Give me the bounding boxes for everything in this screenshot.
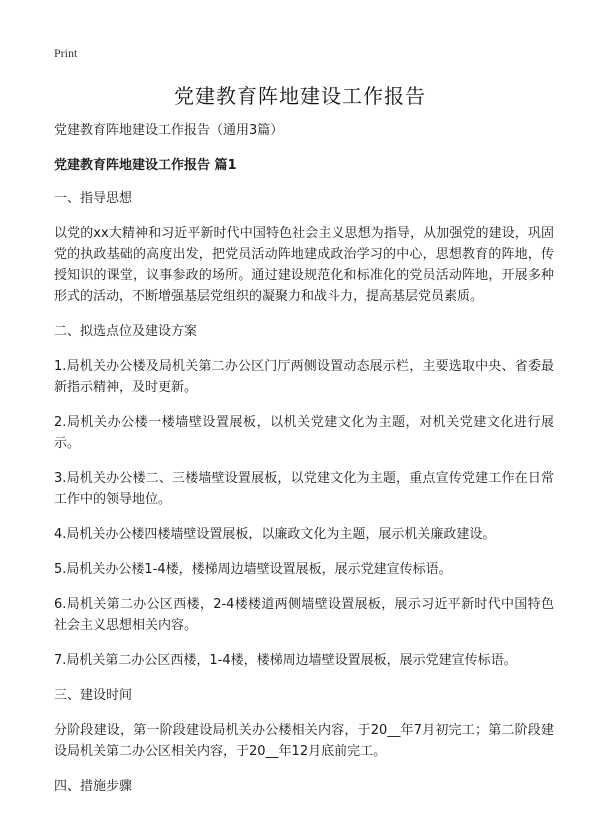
section-body-guiding-ideology: 以党的xx大精神和习近平新时代中国特色社会主义思想为指导，从加强党的建设，巩固党的执政基础的高度出发，把党员活动阵地建成政治学习的中心，思想教育的阵地，传授知识的课堂，议事参政的场所。通过建设规范化和标准化的党员活动阵地，开展多种形式的活动，不断增强基层党组织的凝聚力和战斗力，提高基层党员素质。 — [54, 226, 554, 304]
section-heading-guiding-ideology: 一、指导思想 — [54, 191, 133, 206]
plan-item: 1.局机关办公楼及局机关第二办公区门厅两侧设置动态展示栏，主要选取中央、省委最新指示精神，及时更新。 — [54, 359, 554, 395]
article-heading: 党建教育阵地建设工作报告 篇1 — [54, 158, 237, 173]
plan-item: 4.局机关办公楼四楼墙壁设置展板，以廉政文化为主题，展示机关廉政建设。 — [54, 527, 496, 542]
document-body — [54, 120, 554, 811]
plan-item: 3.局机关办公楼二、三楼墙壁设置展板，以党建文化为主题，重点宣传党建工作在日常工作中的领导地位。 — [54, 471, 554, 507]
print-label: Print — [54, 46, 78, 60]
section-heading-measures-steps: 四、措施步骤 — [54, 779, 133, 794]
section-body-construction-time: 分阶段建设，第一阶段建设局机关办公楼相关内容，于20__年7月初完工；第二阶段建设局机关第二办公区相关内容，于20__年12月底前完工。 — [54, 723, 554, 759]
plan-item: 2.局机关办公楼一楼墙壁设置展板，以机关党建文化为主题，对机关党建文化进行展示。 — [54, 415, 554, 451]
section-heading-construction-time: 三、建设时间 — [54, 688, 133, 703]
document-title: 党建教育阵地建设工作报告 — [174, 84, 426, 108]
section-heading-construction-plan: 二、拟选点位及建设方案 — [54, 324, 198, 339]
plan-item: 5.局机关办公楼1-4楼，楼梯周边墙壁设置展板，展示党建宣传标语。 — [54, 562, 452, 577]
plan-item: 7.局机关第二办公区西楼，1-4楼，楼梯周边墙壁设置展板，展示党建宣传标语。 — [54, 653, 517, 668]
plan-item: 6.局机关第二办公区西楼，2-4楼楼道两侧墙壁设置展板，展示习近平新时代中国特色社会主义思想相关内容。 — [54, 597, 554, 633]
document-subtitle: 党建教育阵地建设工作报告（通用3篇） — [54, 123, 284, 138]
